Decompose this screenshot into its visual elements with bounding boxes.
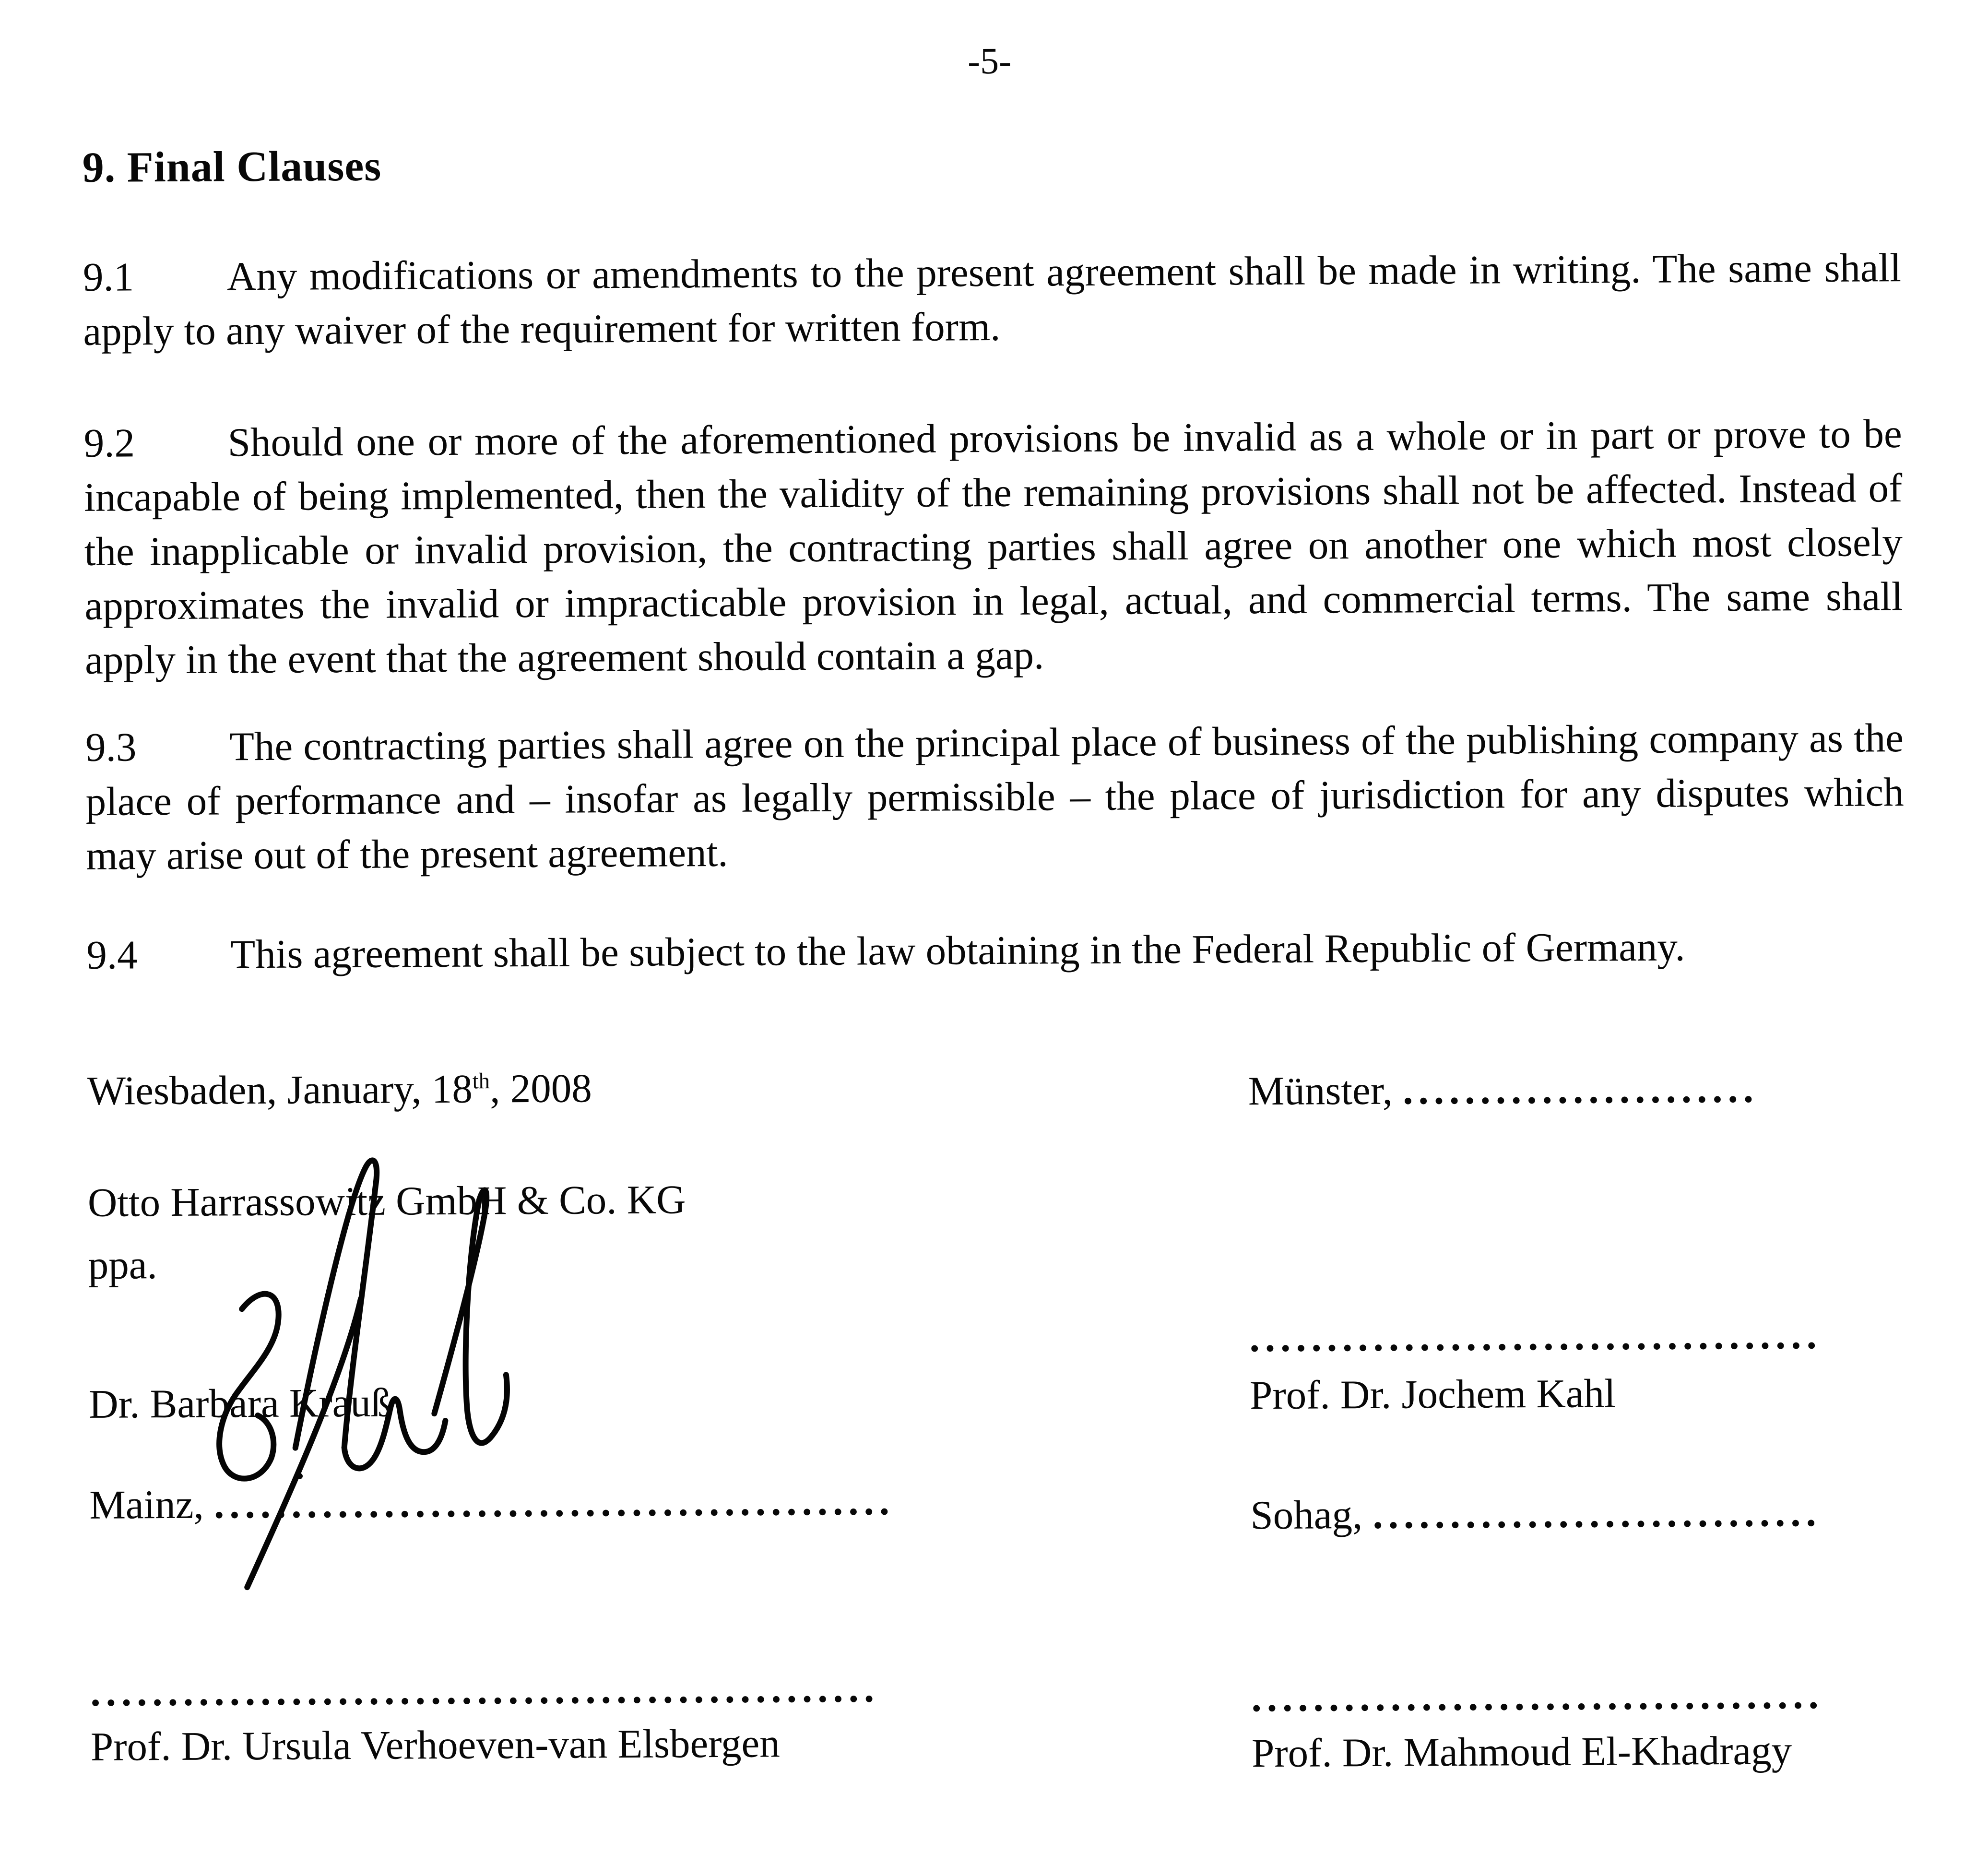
ppa-label: ppa. xyxy=(88,1242,157,1288)
signing-place-mainz xyxy=(89,1477,895,1529)
place-label: Münster, xyxy=(1248,1068,1403,1114)
signing-place-muenster xyxy=(1248,1065,1759,1115)
clause-text: The contracting parties shall agree on the principal place of business of the publishing company as the place of performance and – insofar as legally permissible – the place of jurisdiction for any disputes which may arise out of the present agreement. xyxy=(85,715,1904,879)
place-label: Sohag, xyxy=(1250,1492,1373,1538)
fill-in-dotted-line: ....................... xyxy=(1402,1066,1759,1113)
fill-in-dotted-line: ............................................ xyxy=(213,1478,895,1527)
place-label: Mainz, xyxy=(89,1482,214,1528)
signature-dotted-line: ................................................... xyxy=(90,1665,880,1715)
section-heading: 9. Final Clauses xyxy=(82,142,382,191)
signature-stroke-v-hook xyxy=(433,1190,508,1443)
signing-place-sohag xyxy=(1250,1489,1822,1539)
clause-9-1 xyxy=(83,241,1902,359)
signer-name-mahmoud-el-khadragy: Prof. Dr. Mahmoud El-Khadragy xyxy=(1251,1728,1792,1776)
clause-9-2 xyxy=(83,407,1903,688)
signer-name-barbara-krauss: Dr. Barbara Krauß xyxy=(88,1380,391,1427)
fill-in-dotted-line: ............................. xyxy=(1373,1489,1822,1537)
clause-9-4 xyxy=(86,919,1905,983)
clause-text: This agreement shall be subject to the law obtaining in the Federal Republic of Germany. xyxy=(230,924,1685,977)
signing-date-place-left xyxy=(87,1065,592,1115)
clause-text: Any modifications or amendments to the present agreement shall be made in writing. The same shall apply to any waiver of the requirement for written form. xyxy=(83,245,1902,354)
signature-dotted-line: ..................................... xyxy=(1251,1672,1824,1721)
clause-text: Should one or more of the aforementioned provisions be invalid as a whole or in part or prove to be incapable of being implemented, then the validity of the remaining provisions shall not be affected. Instead of the inapplicable or invalid provision, the contracting parties shall agree on another one which most closely approximates the invalid or impracticable provision in legal, actual, and commercial terms. The same shall apply in the event that the agreement should contain a gap. xyxy=(84,411,1903,683)
company-name: Otto Harrassowitz GmbH & Co. KG xyxy=(87,1177,686,1225)
clause-number: 9.3 xyxy=(85,725,137,770)
clause-number: 9.1 xyxy=(83,254,134,300)
signer-name-jochem-kahl: Prof. Dr. Jochem Kahl xyxy=(1249,1371,1616,1418)
signer-name-ursula-verhoeven: Prof. Dr. Ursula Verhoeven-van Elsbergen xyxy=(90,1721,780,1770)
page-number: -5- xyxy=(967,39,1012,82)
date-ordinal-suffix: th xyxy=(472,1069,490,1094)
date-year: , 2008 xyxy=(489,1066,592,1112)
clause-number: 9.2 xyxy=(83,420,135,466)
clause-9-3 xyxy=(85,711,1905,883)
date-text: Wiesbaden, January, 18 xyxy=(87,1066,473,1114)
signature-dotted-line: ..................................... xyxy=(1249,1312,1822,1361)
handwritten-signature xyxy=(183,1144,521,1602)
clause-number: 9.4 xyxy=(86,932,138,978)
